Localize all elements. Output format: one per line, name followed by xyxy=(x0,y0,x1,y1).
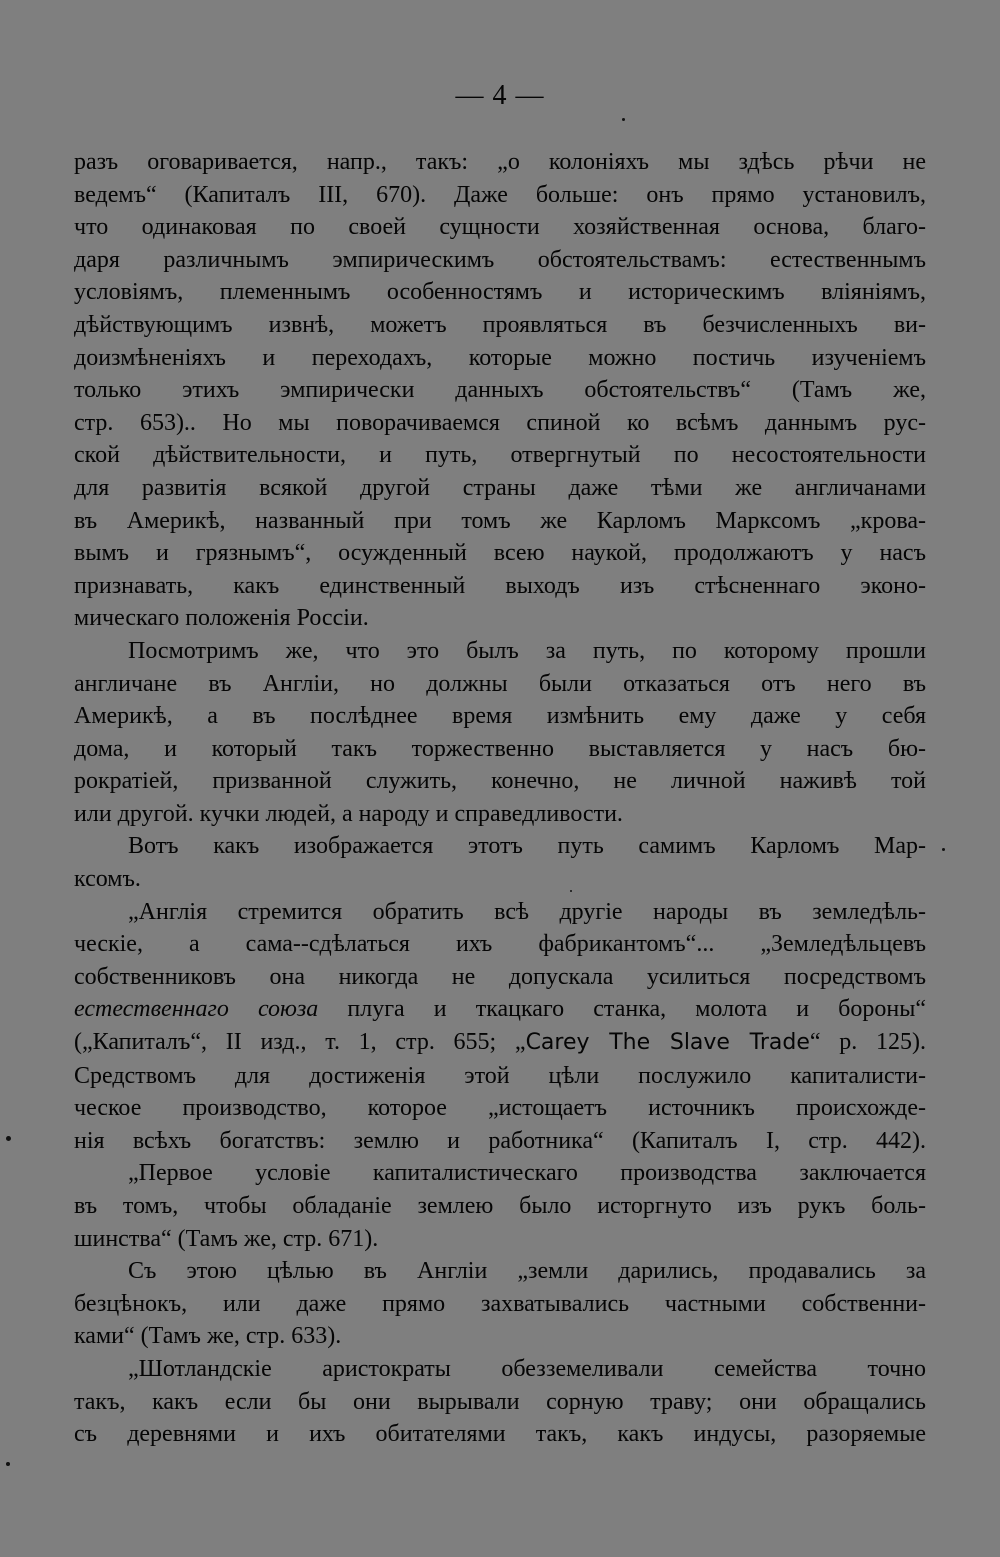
text-line: ксомъ. xyxy=(74,866,141,893)
text-line: разъ оговаривается, напр., такъ: „о колоніяхъ мы здѣсь рѣчи не xyxy=(74,149,926,175)
scan-speck xyxy=(6,1462,10,1466)
text-line: „Первое условіе капиталистическаго производства заключается xyxy=(128,1160,926,1187)
text-line: нія всѣхъ богатствъ: землю и работника“ (Капиталъ I, стр. 442). xyxy=(74,1127,926,1154)
text-line: или другой. кучки людей, а народу и справедливости. xyxy=(74,800,623,827)
text-line: что одинаковая по своей сущности хозяйственная основа, благо- xyxy=(74,214,926,241)
text-line: ками“ (Тамъ же, стр. 633). xyxy=(74,1323,342,1350)
text-line: дома, и который такъ торжественно выставляется у насъ бю- xyxy=(74,735,926,762)
text-line: рократіей, призванной служить, конечно, не личной наживѣ той xyxy=(74,768,926,795)
line-text: плуга и ткацкаго станка, молота и бороны“ xyxy=(318,996,927,1023)
text-line: съ деревнями и ихъ обитателями такъ, какъ индусы, разоряемые xyxy=(74,1421,926,1448)
line-text: “ р. 125). xyxy=(809,1029,926,1056)
text-line: даря различнымъ эмпирическимъ обстоятельствамъ: естественнымъ xyxy=(74,246,926,273)
line-text: („Капиталъ“, II изд., т. 1, стр. 655; „ xyxy=(74,1029,526,1056)
text-line: доизмѣненіяхъ и переходахъ, которые можно постичь изученіемъ xyxy=(74,344,926,371)
text-line: дѣйствующимъ извнѣ, можетъ проявляться въ безчисленныхъ ви- xyxy=(74,311,926,338)
text-line: только этихъ эмпирически данныхъ обстоятельствъ“ (Тамъ же, xyxy=(74,377,926,404)
text-line: ведемъ“ (Капиталъ III, 670). Даже больше: онъ прямо установилъ, xyxy=(74,181,926,208)
text-line: безцѣнокъ, или даже прямо захватывались частными собственни- xyxy=(74,1290,926,1317)
text-line: Съ этою цѣлью въ Англіи „земли дарились, продавались за xyxy=(128,1258,926,1285)
text-line xyxy=(74,993,926,1026)
text-line: ской дѣйствительности, и путь, отвергнутый по несостоятельности xyxy=(74,442,926,469)
text-line: признавать, какъ единственный выходъ изъ стѣсненнаго эконо- xyxy=(74,572,926,599)
text-line xyxy=(74,1026,926,1060)
scan-speck xyxy=(622,118,625,121)
text-line: Вотъ какъ изображается этотъ путь самимъ Карломъ Мар- xyxy=(128,833,926,860)
text-line: ческіе, а сама--сдѣлаться ихъ фабрикантомъ“... „Земледѣльцевъ xyxy=(74,931,926,958)
citation-title: Carey The Slave Trade xyxy=(525,1030,810,1056)
text-line: собственниковъ она никогда не допускала усилиться посредствомъ xyxy=(74,963,926,990)
text-line: Посмотримъ же, что это былъ за путь, по которому прошли xyxy=(128,637,926,664)
text-line: Америкѣ, а въ послѣднее время измѣнить ему даже у себя xyxy=(74,703,926,730)
scan-speck xyxy=(570,890,572,892)
italic-phrase: естественнаго союза xyxy=(74,996,319,1023)
text-line: „Шотландскіе аристократы обезземеливали семейства точно xyxy=(128,1355,926,1382)
text-line: въ Америкѣ, названный при томъ же Карломъ Марксомъ „крова- xyxy=(74,507,926,534)
text-line: ческое производство, которое „истощаетъ источникъ происхожде- xyxy=(74,1095,926,1122)
text-line: такъ, какъ если бы они вырывали сорную траву; они обращались xyxy=(74,1388,926,1415)
text-line: въ томъ, чтобы обладаніе землею было исторгнуто изъ рукъ боль- xyxy=(74,1193,926,1219)
text-line: для развитія всякой другой страны даже тѣми же англичанами xyxy=(74,474,926,501)
text-line: мическаго положенія Россіи. xyxy=(74,605,369,632)
text-line: условіямъ, племеннымъ особенностямъ и историческимъ вліяніямъ, xyxy=(74,279,926,306)
text-line: англичане въ Англіи, но должны были отказаться отъ него въ xyxy=(74,670,926,697)
page-number: — 4 — xyxy=(455,80,545,111)
text-line: Средствомъ для достиженія этой цѣли послужило капиталисти- xyxy=(74,1062,926,1089)
text-line: „Англія стремится обратить всѣ другіе народы въ земледѣль- xyxy=(128,898,926,925)
text-line: шинства“ (Тамъ же, стр. 671). xyxy=(74,1225,379,1252)
scan-speck xyxy=(6,1136,11,1141)
body-text xyxy=(74,146,926,1451)
text-line: стр. 653).. Но мы поворачиваемся спиной ко всѣмъ даннымъ рус- xyxy=(74,409,926,436)
scan-speck xyxy=(942,848,945,851)
text-line: вымъ и грязнымъ“, осужденный всею наукой, продолжаютъ у насъ xyxy=(74,540,926,567)
